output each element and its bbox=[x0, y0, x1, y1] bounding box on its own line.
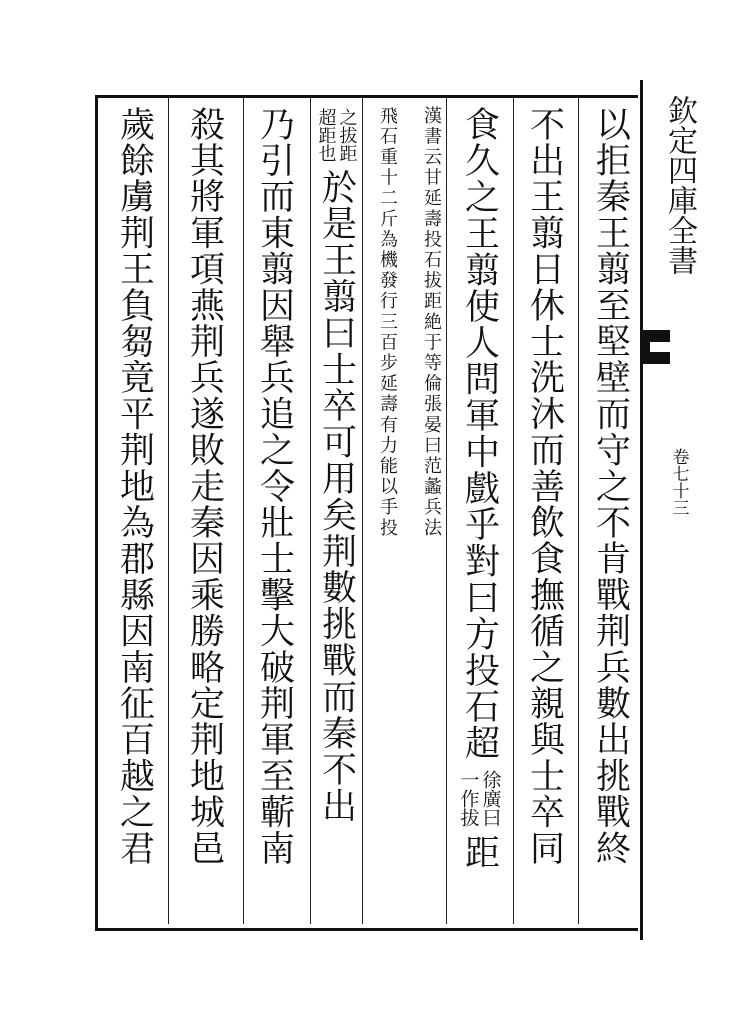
text-column-4-content: 於是王翦曰士卒可用矣荆數挑戰而秦不出 bbox=[316, 169, 357, 825]
commentary-line-left bbox=[365, 106, 409, 916]
book-title bbox=[660, 95, 699, 275]
book-title-text: 欽定四庫全書 bbox=[662, 95, 697, 275]
text-column-1 bbox=[588, 106, 632, 916]
column-rule bbox=[513, 98, 514, 924]
inline-note-d: 超距也 bbox=[315, 108, 337, 162]
inline-note-a: 徐廣曰 bbox=[479, 770, 502, 828]
text-column-6-content: 殺其將軍項燕荆兵遂敗走秦因乘勝略定荆地城邑 bbox=[184, 106, 225, 867]
text-column-5-content: 乃引而東翦因舉兵追之令壯士擊大破荆軍至蘄南 bbox=[254, 106, 295, 867]
column-rule bbox=[310, 98, 311, 924]
text-column-4 bbox=[312, 106, 360, 916]
column-rule bbox=[578, 98, 579, 924]
column-rule bbox=[243, 98, 244, 924]
volume-number bbox=[668, 448, 688, 516]
commentary-line-left-text: 飛石重十二斤為機發行三百步延壽有力能以手投 bbox=[377, 106, 398, 539]
inline-note-top bbox=[317, 108, 356, 162]
column-rule bbox=[362, 98, 363, 924]
text-column-5 bbox=[250, 106, 298, 916]
inline-note-c: 之拔距 bbox=[336, 108, 358, 162]
volume-number-text: 卷七十三 bbox=[668, 448, 689, 516]
text-column-7 bbox=[110, 106, 158, 916]
text-column-1-content: 以拒秦王翦至堅壁而守之不肯戰荆兵數出挑戰終 bbox=[590, 106, 631, 867]
column-rule bbox=[168, 98, 169, 924]
commentary-line-right bbox=[409, 106, 453, 916]
text-column-2-content: 不出王翦日休士洗沐而善飲食撫循之親與士卒同 bbox=[524, 106, 565, 867]
text-column-6 bbox=[180, 106, 228, 916]
commentary-block bbox=[365, 106, 453, 916]
text-column-2 bbox=[522, 106, 566, 916]
fish-tail-mark bbox=[640, 330, 670, 364]
text-column-3 bbox=[452, 106, 506, 916]
text-column-7-content: 歲餘虜荆王負芻竟平荆地為郡縣因南征百越之君 bbox=[114, 106, 155, 867]
text-column-3-content: 食久之王翦使人問軍中戲乎對曰方投石超 bbox=[459, 106, 500, 762]
text-column-3-end: 距 bbox=[459, 834, 500, 870]
inline-note bbox=[459, 770, 500, 827]
inline-note-b: 一作拔 bbox=[457, 770, 480, 828]
commentary-line-right-text: 漢書云甘延壽投石拔距絶于等倫張晏曰范蠡兵法 bbox=[421, 106, 442, 539]
